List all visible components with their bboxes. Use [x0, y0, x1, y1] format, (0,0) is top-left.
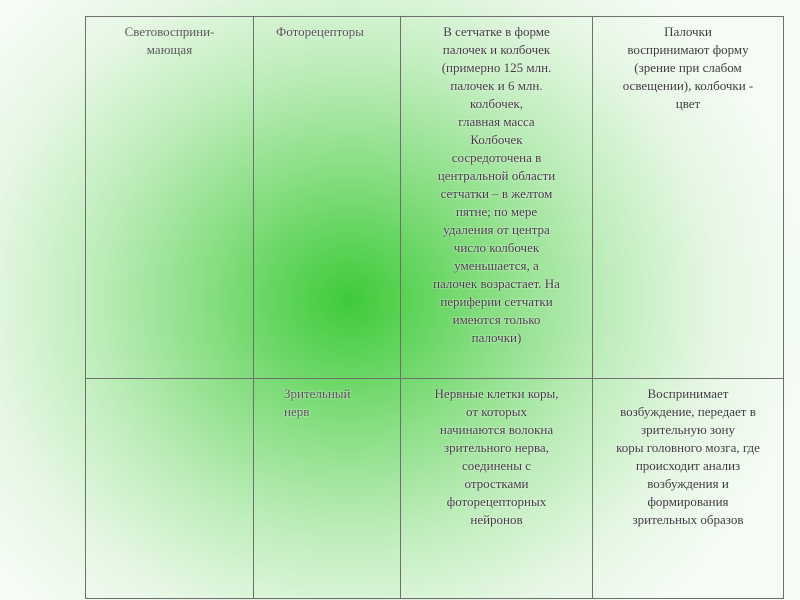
cell-text: Зрительный нерв	[284, 386, 351, 419]
table-cell-structure	[254, 379, 401, 599]
table-cell-function	[593, 17, 784, 379]
table-cell-part	[86, 17, 254, 379]
cell-text: Световосприни- мающая	[124, 24, 215, 57]
table-cell-part	[86, 379, 254, 599]
table-cell-function	[593, 379, 784, 599]
table-cell-location	[401, 379, 593, 599]
table-row	[86, 17, 784, 379]
cell-text: Фоторецепторы	[276, 24, 364, 39]
table-cell-structure	[254, 17, 401, 379]
vision-table	[85, 16, 784, 599]
table-row	[86, 379, 784, 599]
cell-text: В сетчатке в форме палочек и колбочек (примерно 125 млн. палочек и 6 млн. колбочек, главная масса Колбочек сосредоточена в центральной области сетчатки – в желтом пятне; по мере удаления от центра число колбочек уменьшается, а палочек возрастает. На периферии сетчатки имеются только палочки)	[433, 24, 560, 345]
table-cell-location	[401, 17, 593, 379]
cell-text: Воспринимает возбуждение, передает в зрительную зону коры головного мозга, где происходит анализ возбуждения и формирования зрительных образов	[616, 386, 760, 527]
cell-text: Нервные клетки коры, от которых начинаются волокна зрительного нерва, соединены с отростками фоторецепторных нейронов	[434, 386, 559, 527]
cell-text: Палочки воспринимают форму (зрение при слабом освещении), колбочки - цвет	[622, 24, 754, 111]
